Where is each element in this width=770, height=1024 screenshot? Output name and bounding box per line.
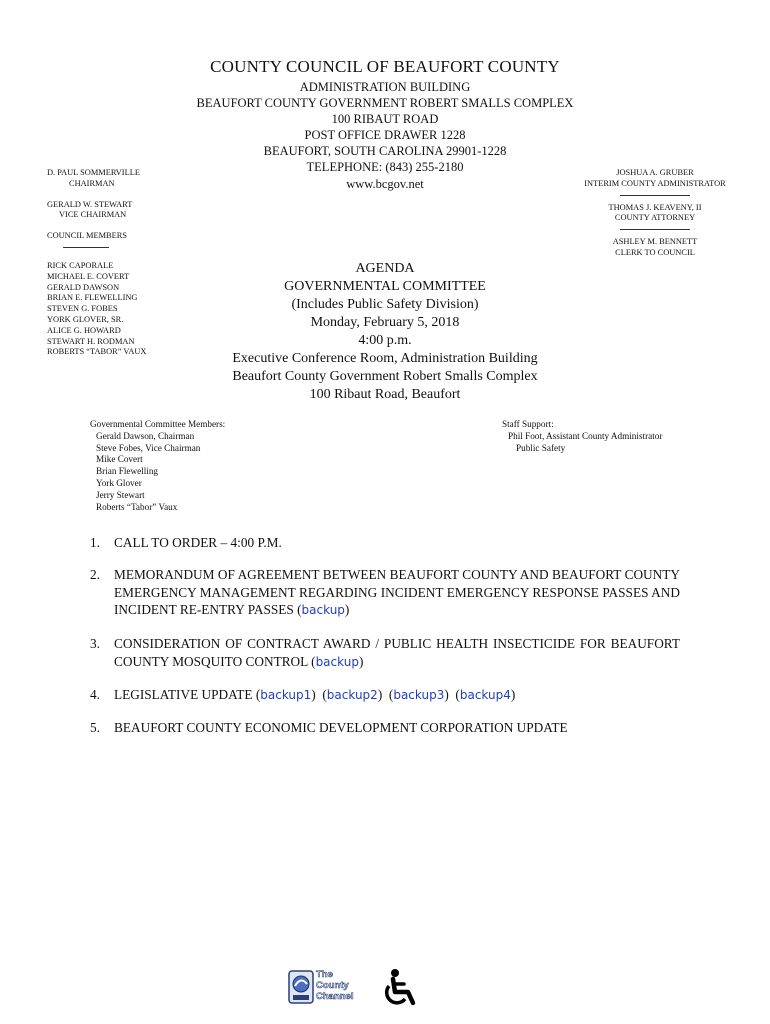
list-item: Roberts “Tabor” Vaux	[96, 501, 178, 512]
right-panel	[555, 168, 755, 259]
item-text: CONSIDERATION OF CONTRACT AWARD / PUBLIC HEALTH INSECTICIDE FOR BEAUFORT COUNTY MOSQUITO CONTROL	[114, 636, 680, 669]
agenda-item	[90, 534, 680, 552]
backup3-link[interactable]: backup3	[393, 688, 445, 702]
staff-support	[502, 419, 732, 454]
item-text: CALL TO ORDER – 4:00 P.M.	[114, 535, 282, 550]
list-item: RICK CAPORALE	[47, 260, 114, 270]
list-item: STEVEN G. FOBES	[47, 304, 118, 314]
list-item: Steve Fobes, Vice Chairman	[96, 442, 201, 453]
chairman-title: CHAIRMAN	[69, 178, 115, 188]
staff-support-heading: Staff Support:	[502, 419, 554, 429]
committee-name: GOVERNMENTAL COMMITTEE	[284, 279, 486, 294]
logo-text: County	[316, 980, 349, 991]
address-line-city: BEAUFORT, SOUTH CAROLINA 29901-1228	[263, 144, 507, 158]
council-title: COUNTY COUNCIL OF BEAUFORT COUNTY	[210, 57, 560, 76]
meeting-date: Monday, February 5, 2018	[310, 315, 460, 330]
divider	[620, 229, 690, 230]
meeting-time: 4:00 p.m.	[358, 333, 412, 348]
meeting-location-room: Executive Conference Room, Administration Building	[232, 351, 538, 366]
list-item: York Glover	[96, 477, 142, 488]
agenda-item	[90, 719, 680, 737]
council-members-heading: COUNCIL MEMBERS	[47, 231, 127, 241]
list-item: Jerry Stewart	[96, 489, 145, 500]
meeting-location-complex: Beaufort County Government Robert Smalls Complex	[232, 369, 538, 384]
attorney-title: COUNTY ATTORNEY	[614, 213, 696, 223]
item-number: 2.	[90, 567, 100, 582]
list-item: ROBERTS “TABOR” VAUX	[47, 347, 147, 357]
telephone-line: TELEPHONE: (843) 255-2180	[306, 160, 464, 174]
address-line-street: 100 RIBAUT ROAD	[331, 112, 439, 126]
item-text: MEMORANDUM OF AGREEMENT BETWEEN BEAUFORT COUNTY AND BEAUFORT COUNTY EMERGENCY MANAGEMENT REGARDING INCIDENT EMERGENCY RESPONSE PASSES AND INCIDENT RE-ENTRY PASSES	[114, 567, 680, 617]
address-line-complex: BEAUFORT COUNTY GOVERNMENT ROBERT SMALLS COMPLEX	[196, 96, 574, 110]
committee-members	[90, 419, 390, 513]
county-channel-logo	[288, 970, 356, 1004]
logo-text: The	[316, 969, 333, 980]
list-item: ALICE G. HOWARD	[47, 325, 121, 335]
list-item: Mike Covert	[96, 454, 143, 465]
vice-chairman-title: VICE CHAIRMAN	[59, 210, 127, 220]
list-item: MICHAEL E. COVERT	[47, 271, 130, 281]
backup-link[interactable]: backup	[301, 603, 345, 617]
website-link[interactable]: www.bcgov.net	[346, 177, 424, 191]
divider	[620, 195, 690, 196]
committee-members-heading: Governmental Committee Members:	[90, 419, 226, 429]
backup2-link[interactable]: backup2	[326, 688, 378, 702]
attorney-name: THOMAS J. KEAVENY, II	[608, 202, 702, 212]
wheelchair-icon	[380, 968, 422, 1008]
administrator-title: INTERIM COUNTY ADMINISTRATOR	[584, 178, 726, 188]
list-item: Brian Flewelling	[96, 466, 159, 477]
address-line-building: ADMINISTRATION BUILDING	[299, 80, 471, 94]
vice-chairman-name: GERALD W. STEWART	[47, 199, 133, 209]
staff-support-division: Public Safety	[516, 442, 566, 453]
item-number: 3.	[90, 636, 100, 651]
clerk-title: CLERK TO COUNCIL	[615, 247, 695, 257]
clerk-name: ASHLEY M. BENNETT	[612, 237, 698, 247]
list-item: GERALD DAWSON	[47, 282, 120, 292]
agenda-item: 2. MEMORANDUM OF AGREEMENT BETWEEN BEAUFORT COUNTY AND BEAUFORT COUNTY EMERGENCY MANAGEMENT REGARDING INCIDENT EMERGENCY RESPONSE PASSES AND INCIDENT RE-ENTRY PASSES (backup)	[90, 567, 680, 617]
item-number: 5.	[90, 720, 100, 735]
backup-link[interactable]: backup	[315, 654, 359, 669]
agenda-heading: AGENDA	[355, 261, 415, 276]
logo-text: Channel	[316, 991, 354, 1002]
item-number: 1.	[90, 535, 100, 550]
agenda-item: 4. LEGISLATIVE UPDATE (backup1) (backup2) (backup3) (backup4)	[90, 687, 516, 702]
backup1-link[interactable]: backup1	[260, 688, 312, 702]
address-line-po-box: POST OFFICE DRAWER 1228	[304, 128, 466, 142]
list-item: BRIAN E. FLEWELLING	[47, 293, 138, 303]
item-number: 4.	[90, 687, 100, 702]
list-item: STEWART H. RODMAN	[47, 336, 135, 346]
staff-support-person: Phil Foot, Assistant County Administrator	[508, 430, 663, 441]
divider	[63, 247, 109, 248]
administrator-name: JOSHUA A. GRUBER	[616, 168, 694, 177]
meeting-location-address: 100 Ribaut Road, Beaufort	[309, 387, 461, 402]
list-item: YORK GLOVER, SR.	[47, 314, 124, 324]
backup4-link[interactable]: backup4	[459, 688, 511, 702]
item-text: LEGISLATIVE UPDATE	[114, 687, 253, 702]
agenda-item: 3. CONSIDERATION OF CONTRACT AWARD / PUBLIC HEALTH INSECTICIDE FOR BEAUFORT COUNTY MOSQUITO CONTROL (backup)	[90, 636, 680, 669]
item-text: BEAUFORT COUNTY ECONOMIC DEVELOPMENT CORPORATION UPDATE	[114, 720, 568, 735]
chairman-name: D. PAUL SOMMERVILLE	[47, 168, 140, 177]
division-note: (Includes Public Safety Division)	[291, 297, 479, 312]
list-item: Gerald Dawson, Chairman	[96, 430, 195, 441]
